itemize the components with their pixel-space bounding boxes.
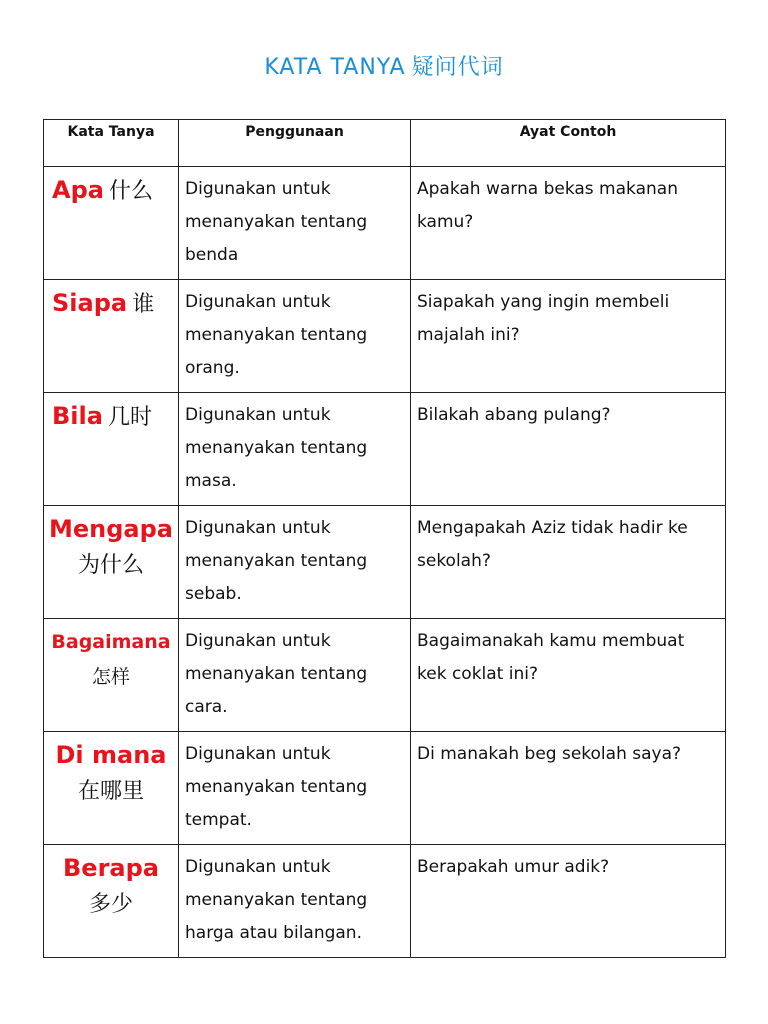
table-row [44,845,726,958]
word-malay: Bila [52,402,103,430]
example-cell: Bilakah abang pulang? [411,393,726,506]
usage-cell: Digunakan untuk menanyakan tentang orang. [179,280,411,393]
word-cell [44,506,179,619]
word-chinese: 在哪里 [77,779,144,804]
table-row [44,506,726,619]
title-chinese: 疑问代词 [411,55,504,80]
example-cell: Apakah warna bekas makanan kamu? [411,167,726,280]
usage-cell: Digunakan untuk menanyakan tentang tempat. [179,732,411,845]
usage-cell: Digunakan untuk menanyakan tentang cara. [179,619,411,732]
usage-cell: Digunakan untuk menanyakan tentang masa. [179,393,411,506]
word-cell [44,280,179,393]
usage-cell: Digunakan untuk menanyakan tentang harga atau bilangan. [179,845,411,958]
word-malay: Bagaimana [51,631,171,653]
usage-cell: Digunakan untuk menanyakan tentang benda [179,167,411,280]
word-malay: Di mana [55,741,167,769]
table-row [44,167,726,280]
word-cell [44,619,179,732]
table-row [44,732,726,845]
page-title [0,50,768,81]
question-words-table [43,119,726,958]
word-cell [44,393,179,506]
header-ayat-contoh: Ayat Contoh [411,120,726,167]
word-malay: Mengapa [49,515,173,543]
word-chinese: 怎样 [91,666,130,688]
example-cell: Siapakah yang ingin membeli majalah ini? [411,280,726,393]
table-row [44,619,726,732]
table-row [44,280,726,393]
word-chinese: 几时 [108,405,153,430]
table-header-row [44,120,726,167]
example-cell: Berapakah umur adik? [411,845,726,958]
word-chinese: 多少 [88,892,133,917]
table-row [44,393,726,506]
usage-cell: Digunakan untuk menanyakan tentang sebab. [179,506,411,619]
word-cell [44,845,179,958]
word-malay: Apa [52,176,104,204]
word-cell [44,732,179,845]
word-cell [44,167,179,280]
word-malay: Berapa [63,854,159,882]
example-cell: Mengapakah Aziz tidak hadir ke sekolah? [411,506,726,619]
word-chinese: 谁 [132,292,155,317]
example-cell: Di manakah beg sekolah saya? [411,732,726,845]
header-penggunaan: Penggunaan [179,120,411,167]
header-kata-tanya: Kata Tanya [44,120,179,167]
word-chinese: 为什么 [77,553,144,578]
word-chinese: 什么 [109,179,154,204]
example-cell: Bagaimanakah kamu membuat kek coklat ini? [411,619,726,732]
word-malay: Siapa [52,289,128,317]
title-malay: KATA TANYA [264,55,406,80]
